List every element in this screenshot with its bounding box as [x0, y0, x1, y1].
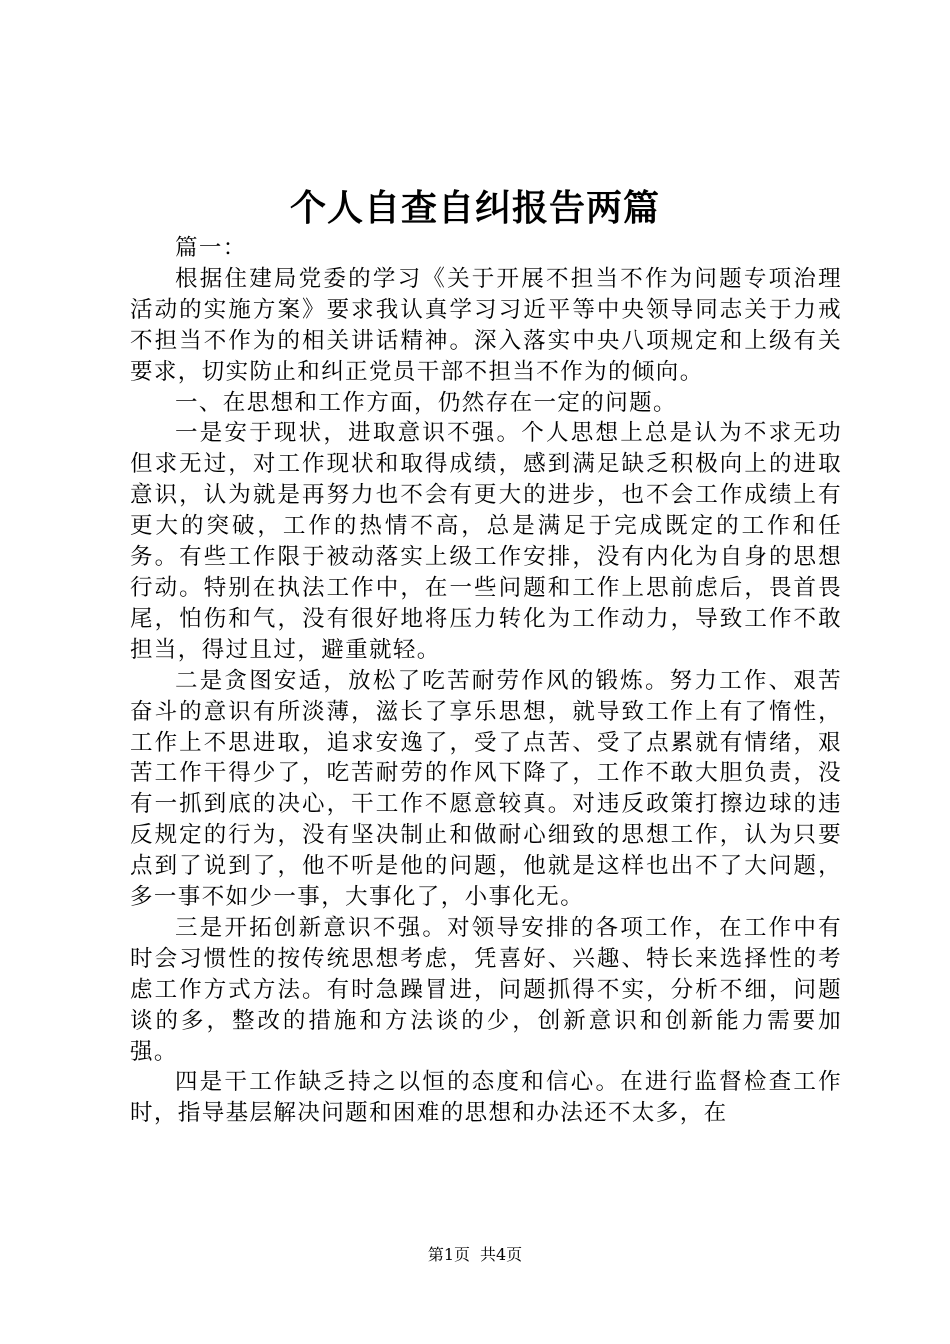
page-number: 第1页	[427, 1245, 470, 1264]
paragraph-intro: 根据住建局党委的学习《关于开展不担当不作为问题专项治理活动的实施方案》要求我认真学习习近平等中央领导同志关于力戒不担当不作为的相关讲话精神。深入落实中央八项规定和上级有关要求，切实防止和纠正党员干部不担当不作为的倾向。	[130, 265, 842, 385]
paragraph-point-1: 一是安于现状，进取意识不强。个人思想上总是认为不求无功但求无过，对工作现状和取得成绩，感到满足缺乏积极向上的进取意识，认为就是再努力也不会有更大的进步，也不会工作成绩上有更大的突破，工作的热情不高，总是满足于完成既定的工作和任务。有些工作限于被动落实上级工作安排，没有内化为自身的思想行动。特别在执法工作中，在一些问题和工作上思前虑后，畏首畏尾，怕伤和气，没有很好地将压力转化为工作动力，导致工作不敢担当，得过且过，避重就轻。	[130, 420, 842, 663]
document-body	[130, 233, 842, 1129]
page-footer	[0, 1245, 950, 1265]
document-title: 个人自查自纠报告两篇	[289, 187, 660, 229]
paragraph-point-3: 三是开拓创新意识不强。对领导安排的各项工作，在工作中有时会习惯性的按传统思想考虑，凭喜好、兴趣、特长来选择性的考虑工作方式方法。有时急躁冒进，问题抓得不实，分析不细，问题谈的多，整改的措施和方法谈的少，创新意识和创新能力需要加强。	[130, 914, 842, 1065]
paragraph-section-label: 篇一：	[175, 235, 247, 261]
paragraph-point-2: 二是贪图安适，放松了吃苦耐劳作风的锻炼。努力工作、艰苦奋斗的意识有所淡薄，滋长了享乐思想，就导致工作上有了惰性，工作上不思进取，追求安逸了，受了点苦、受了点累就有情绪，艰苦工作干得少了，吃苦耐劳的作风下降了，工作不敢大胆负责，没有一抓到底的决心，干工作不愿意较真。对违反政策打擦边球的违反规定的行为，没有坚决制止和做耐心细致的思想工作，认为只要点到了说到了，他不听是他的问题，他就是这样也出不了大问题，多一事不如少一事，大事化了，小事化无。	[130, 667, 842, 911]
paragraph-heading-1: 一、在思想和工作方面，仍然存在一定的问题。	[175, 389, 677, 416]
page-total: 共4页	[480, 1245, 523, 1264]
paragraph-point-4: 四是干工作缺乏持之以恒的态度和信心。在进行监督检查工作时，指导基层解决问题和困难的思想和办法还不太多，在	[130, 1069, 842, 1127]
